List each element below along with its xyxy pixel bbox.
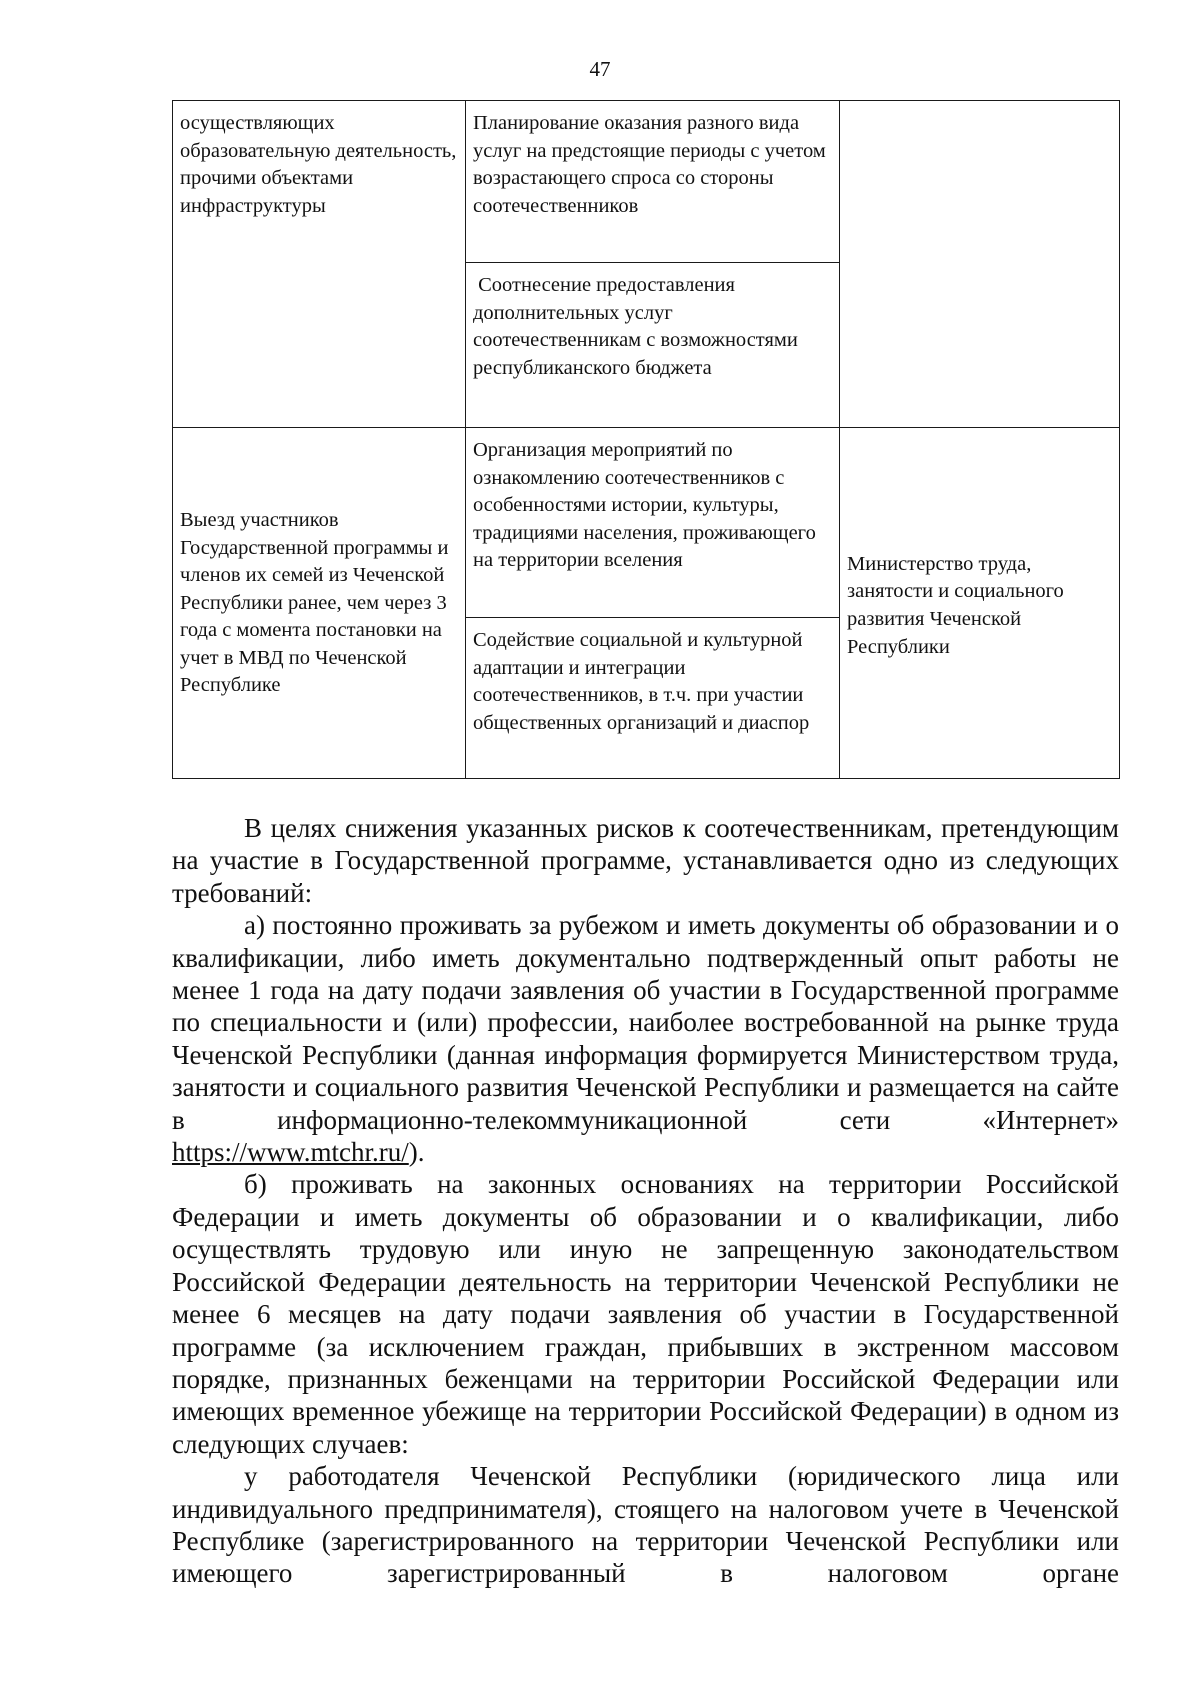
measure-cell: Планирование оказания разного вида услуг на предстоящие периоды с учетом возрастающего спроса со стороны соотечественников [466,101,840,263]
table-row [173,101,1120,263]
measure-cell: Организация мероприятий по ознакомлению соотечественников с особенностями истории, культуры, традициями населения, проживающего на территории вселения [466,428,840,618]
paragraph-requirement-a [172,909,1119,1168]
measure-cell: Соотнесение предоставления дополнительных услуг соотечественникам с возможностями республиканского бюджета [466,263,840,428]
paragraph-requirement-b: б) проживать на законных основаниях на территории Российской Федерации и иметь документы об образовании и о квалификации, либо осуществлять трудовую или иную не запрещенную законодательством Российской Федерации деятельность на территории Чеченской Республики не менее 6 месяцев на дату подачи заявления об участии в Государственной программе (за исключением граждан, прибывших в экстренном массовом порядке, признанных беженцами на территории Российской Федерации или имеющих временное убежище на территории Российской Федерации) в одном из следующих случаев: [172,1169,1119,1459]
risk-cell: осуществляющих образовательную деятельность, прочими объектами инфраструктуры [173,101,466,428]
measure-cell: Содействие социальной и культурной адаптации и интеграции соотечественников, в т.ч. при участии общественных организаций и диаспор [466,618,840,779]
table-row [173,428,1120,618]
requirement-a-text: а) постоянно проживать за рубежом и иметь документы об образовании и о квалификации, либо иметь документально подтвержденный опыт работы не менее 1 года на дату подачи заявления об участии в Государственной программе по специальности и (или) профессии, наиболее востребованной на рынке труда Чеченской Республики (данная информация формируется Министерством труда, занятости и социального развития Чеченской Республики и размещается на сайте в информационно-телекоммуникационной сети «Интернет» [172,910,1119,1135]
paragraph-employer-case: у работодателя Чеченской Республики (юридического лица или индивидуального предпринимателя), стоящего на налоговом учете в Чеченской Республике (зарегистрированного на территории Чеченской Республики или имеющего зарегистрированный в налоговом органе [172,1461,1119,1589]
responsible-cell: Министерство труда, занятости и социального развития Чеченской Республики [840,428,1120,779]
ministry-site-link[interactable]: https://www.mtchr.ru/ [172,1137,409,1168]
risk-cell: Выезд участников Государственной программы и членов их семей из Чеченской Республики ранее, чем через 3 года с момента постановки на учет в МВД по Чеченской Республике [173,428,466,779]
page-number: 47 [589,57,611,81]
paragraph-intro: В целях снижения указанных рисков к соотечественникам, претендующим на участие в Государственной программе, устанавливается одно из следующих требований: [172,813,1119,908]
body-text [172,812,1119,1590]
risk-measures-table [172,100,1120,779]
requirement-a-end: ). [408,1137,425,1168]
responsible-cell [840,101,1120,428]
